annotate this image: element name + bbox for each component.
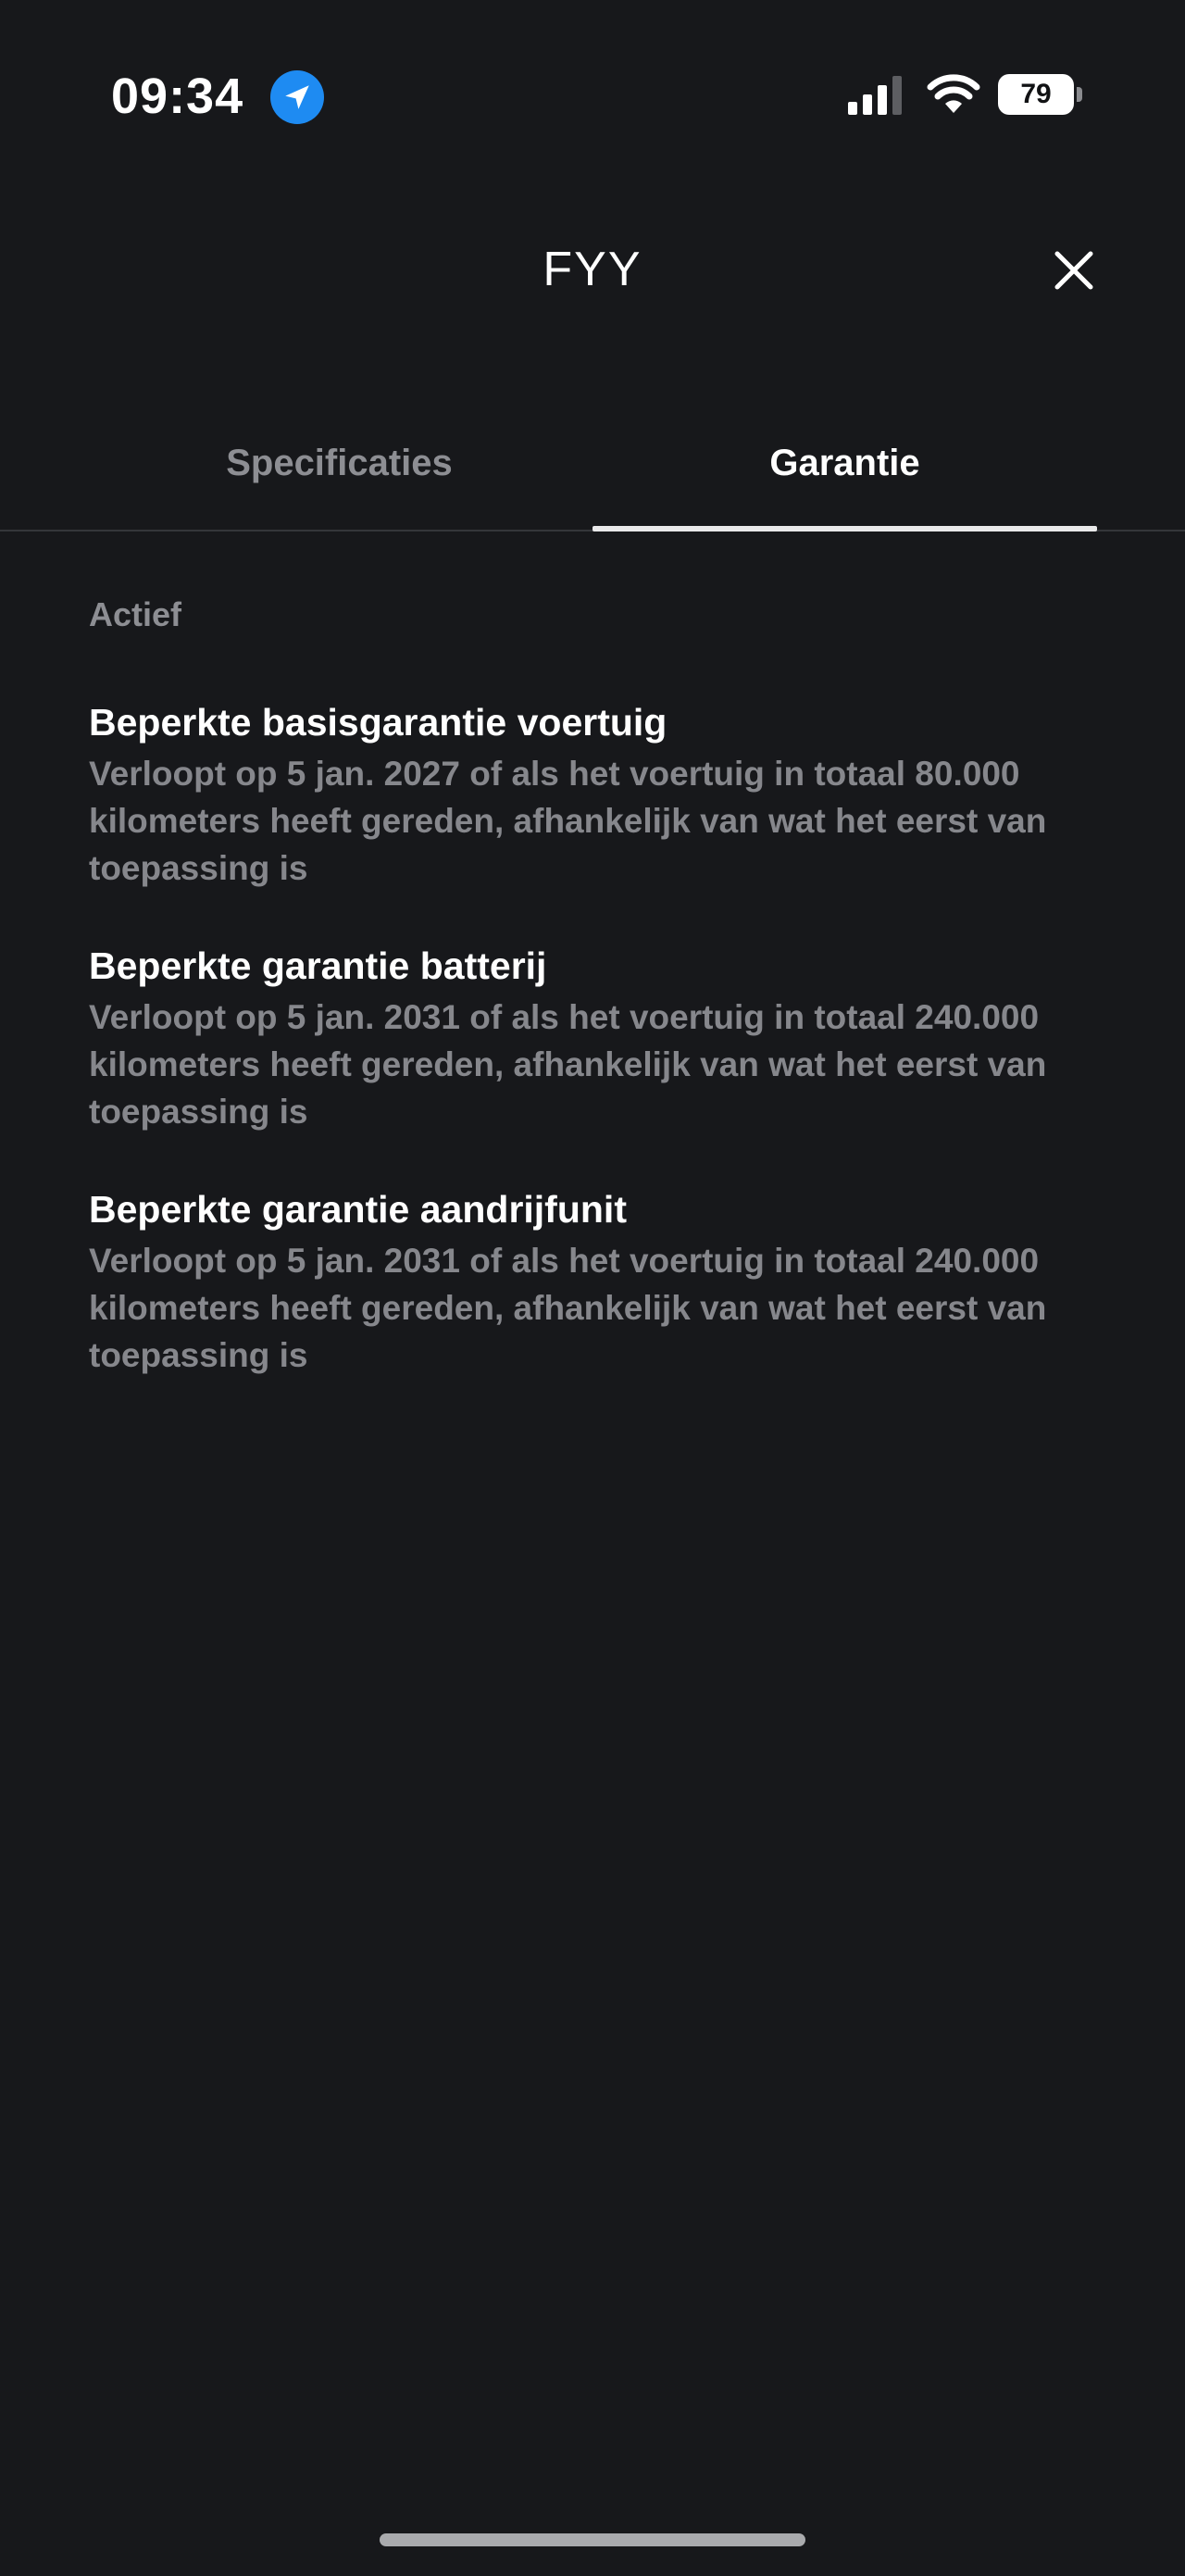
warranty-item	[89, 940, 1107, 1135]
battery-nub	[1077, 87, 1082, 102]
warranty-item	[89, 696, 1107, 892]
warranty-title: Beperkte garantie aandrijfunit	[89, 1188, 627, 1231]
tab-specificaties[interactable]: Specificaties	[226, 443, 453, 483]
battery-level: 79	[1020, 79, 1052, 109]
cellular-signal-icon	[848, 76, 907, 115]
tab-bar	[0, 398, 1185, 531]
warranty-description: Verloopt op 5 jan. 2027 of als het voertuig in totaal 80.000 kilometers heeft gereden, afhankelijk van wat het eerst van toepassing is	[89, 755, 1047, 887]
home-indicator[interactable]	[380, 2533, 805, 2546]
warranty-item	[89, 1183, 1107, 1379]
warranty-description: Verloopt op 5 jan. 2031 of als het voertuig in totaal 240.000 kilometers heeft gereden, afhankelijk van wat het eerst van toepassing is	[89, 998, 1047, 1131]
status-bar	[0, 0, 1185, 194]
warranty-title: Beperkte basisgarantie voertuig	[89, 701, 667, 744]
close-icon	[1054, 250, 1094, 291]
tab-garantie[interactable]: Garantie	[769, 443, 920, 483]
warranty-description: Verloopt op 5 jan. 2031 of als het voertuig in totaal 240.000 kilometers heeft gereden, afhankelijk van wat het eerst van toepassing is	[89, 1242, 1047, 1374]
section-label-actief: Actief	[89, 595, 182, 633]
warranty-title: Beperkte garantie batterij	[89, 944, 547, 987]
battery-icon	[998, 74, 1074, 115]
wifi-icon	[926, 72, 981, 115]
page-title: FYY	[543, 243, 642, 296]
active-tab-indicator	[592, 526, 1097, 531]
location-arrow-icon	[270, 70, 324, 124]
status-time: 09:34	[111, 69, 244, 124]
close-button[interactable]	[1046, 243, 1102, 298]
warranty-list	[89, 696, 1107, 1427]
